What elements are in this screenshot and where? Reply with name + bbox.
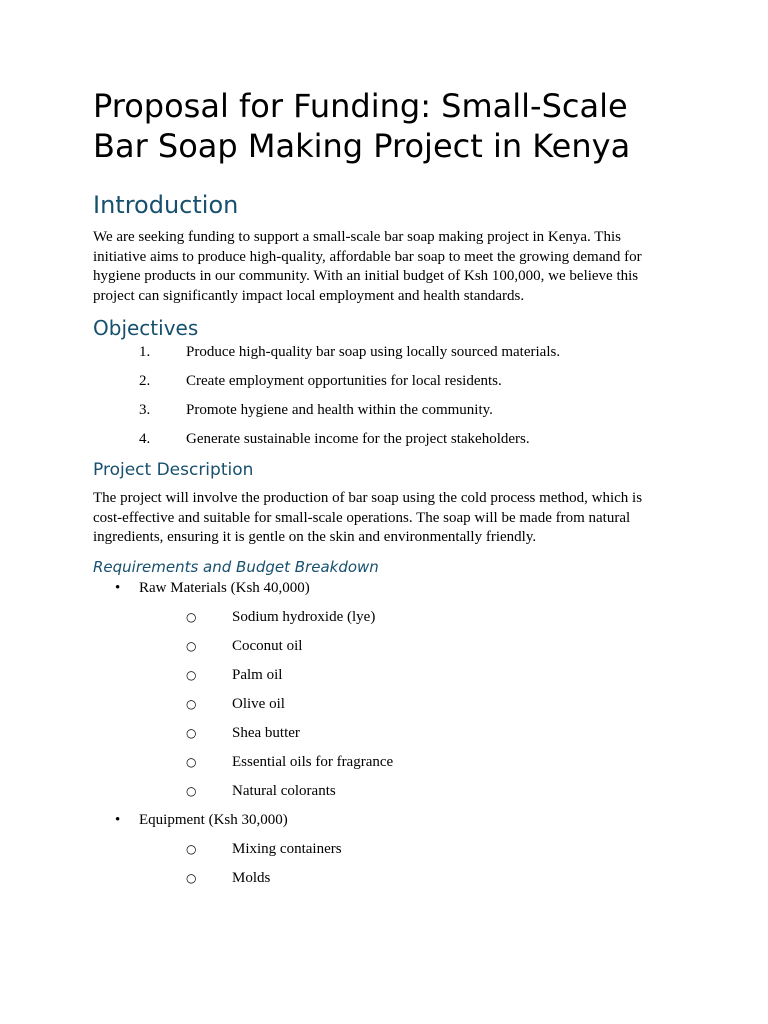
sub-item (93, 782, 673, 802)
objective-text: Promote hygiene and health within the community. (186, 402, 493, 418)
circle-bullet-icon: ○ (186, 667, 197, 682)
sub-item (93, 608, 673, 628)
circle-bullet-icon: ○ (186, 870, 197, 885)
objective-item (93, 430, 673, 450)
objective-item (93, 401, 673, 421)
objective-number: 2. (139, 373, 151, 389)
sub-item-text: Essential oils for fragrance (232, 753, 394, 770)
objective-item (93, 343, 673, 363)
requirements-heading: Requirements and Budget Breakdown (93, 557, 379, 576)
requirement-label: Equipment (Ksh 30,000) (139, 811, 288, 828)
sub-item-text: Sodium hydroxide (lye) (232, 608, 376, 625)
circle-bullet-icon: ○ (186, 609, 197, 624)
equipment-list (93, 840, 673, 889)
introduction-paragraph: We are seeking funding to support a small-scale bar soap making project in Kenya. This initiative aims to produce high-quality, affordable bar soap to meet the growing demand for hygiene products in our community. With an initial budget of Ksh 100,000, we believe this project can significantly impact local employment and health standards. (93, 229, 642, 304)
requirement-label: Raw Materials (Ksh 40,000) (139, 579, 310, 596)
sub-item-text: Mixing containers (232, 840, 342, 857)
objectives-list (93, 343, 673, 450)
project-description-paragraph: The project will involve the production of bar soap using the cold process method, which is cost-effective and suitable for small-scale operations. The soap will be made from natural ingredients, ensuring it is gentle on the skin and environmentally friendly. (93, 490, 643, 545)
circle-bullet-icon: ○ (186, 638, 197, 653)
raw-materials-list (93, 608, 673, 802)
circle-bullet-icon: ○ (186, 754, 197, 769)
objective-number: 3. (139, 402, 151, 418)
circle-bullet-icon: ○ (186, 696, 197, 711)
requirements-list (93, 579, 673, 889)
sub-item (93, 840, 673, 860)
sub-item (93, 724, 673, 744)
sub-item-text: Molds (232, 869, 271, 886)
document-title: Proposal for Funding: Small-Scale Bar Soap Making Project in Kenya (93, 87, 631, 165)
sub-item-text: Palm oil (232, 666, 283, 683)
sub-item-text: Shea butter (232, 724, 300, 741)
document-page (93, 86, 673, 898)
requirement-item (93, 811, 673, 889)
sub-item-text: Natural colorants (232, 782, 336, 799)
objective-item (93, 372, 673, 392)
sub-item (93, 695, 673, 715)
sub-item-text: Coconut oil (232, 637, 303, 654)
sub-item-text: Olive oil (232, 695, 285, 712)
sub-item (93, 666, 673, 686)
circle-bullet-icon: ○ (186, 783, 197, 798)
objectives-heading: Objectives (93, 316, 199, 340)
circle-bullet-icon: ○ (186, 841, 197, 856)
objective-text: Create employment opportunities for local residents. (186, 373, 502, 389)
project-description-heading: Project Description (93, 460, 254, 480)
objective-text: Produce high-quality bar soap using locally sourced materials. (186, 344, 561, 360)
bullet-icon: • (115, 811, 121, 828)
bullet-icon: • (115, 579, 121, 596)
sub-item (93, 869, 673, 889)
introduction-heading: Introduction (93, 191, 239, 219)
requirement-item (93, 579, 673, 802)
sub-item (93, 753, 673, 773)
objective-text: Generate sustainable income for the project stakeholders. (186, 431, 530, 447)
sub-item (93, 637, 673, 657)
circle-bullet-icon: ○ (186, 725, 197, 740)
objective-number: 4. (139, 431, 151, 447)
objective-number: 1. (139, 344, 151, 360)
